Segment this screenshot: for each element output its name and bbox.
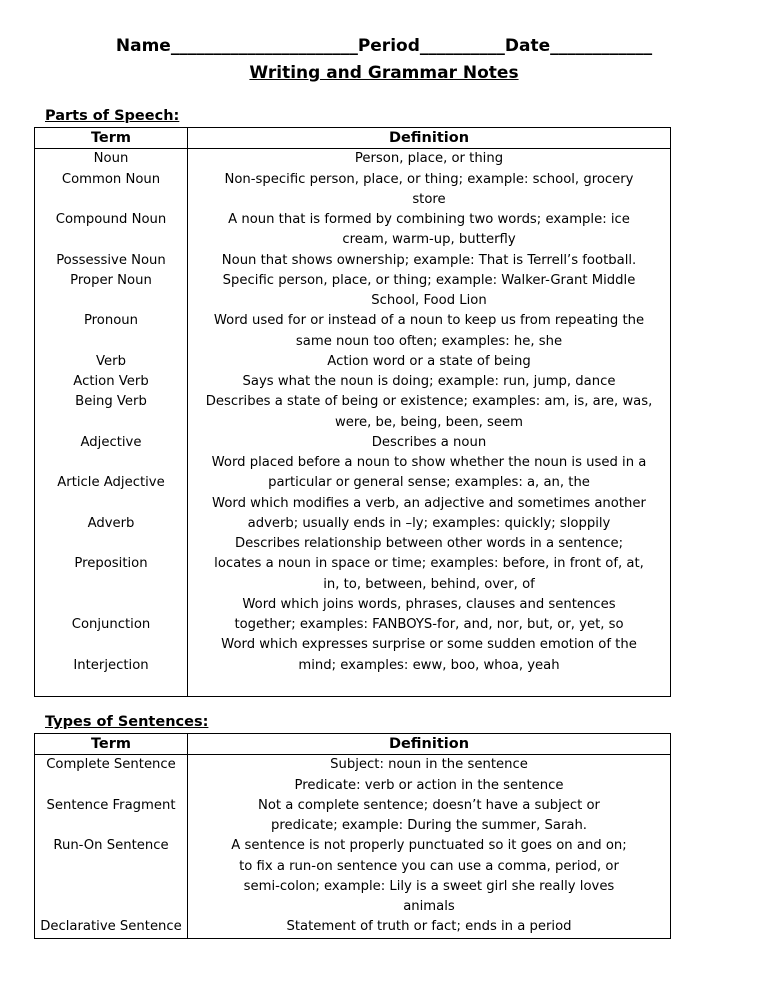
term-header-cell (35, 128, 188, 149)
term-cell: Noun (93, 151, 129, 167)
term-header-cell (35, 734, 188, 755)
definition-column (188, 149, 671, 697)
term-cell (35, 453, 187, 473)
term-header: Term (90, 736, 132, 752)
definition-line: Noun that shows ownership; example: That is Terrell’s football. (221, 252, 637, 268)
term-cell: Proper Noun (70, 272, 152, 288)
term-cell: Conjunction (71, 617, 151, 632)
page-title: Writing and Grammar Notes (249, 63, 519, 83)
definition-line: locates a noun in space or time; examples: before, in front of, at, (214, 556, 644, 572)
definition-line: Person, place, or thing (354, 151, 504, 167)
definition-header-cell (188, 128, 671, 149)
definition-line: store (412, 191, 446, 207)
term-cell: Complete Sentence (46, 757, 176, 773)
term-cell: Interjection (73, 657, 149, 673)
definition-line: mind; examples: eww, boo, whoa, yeah (298, 657, 560, 673)
table-row (35, 755, 671, 938)
term-cell: Action Verb (73, 374, 149, 389)
definition-line: Says what the noun is doing; example: run, jump, dance (242, 374, 616, 389)
term-cell (35, 575, 187, 595)
definition-line: Subject: noun in the sentence (330, 757, 528, 773)
header-name-period-date: Name______________________Period__________Date____________ (115, 36, 653, 56)
term-column (35, 149, 188, 697)
definition-line: A sentence is not properly punctuated so it goes on and on; (231, 838, 627, 854)
types-of-sentences-title: Types of Sentences: (45, 714, 209, 730)
term-cell (35, 534, 187, 554)
table-header-row (35, 734, 671, 755)
term-cell: Run-On Sentence (53, 838, 169, 854)
definition-line: Action word or a state of being (327, 353, 531, 369)
types-of-sentences-table (34, 733, 671, 939)
definition-header: Definition (388, 736, 470, 752)
definition-line: Not a complete sentence; doesn’t have a subject or (258, 797, 600, 813)
parts-of-speech-title: Parts of Speech: (45, 108, 180, 124)
definition-line: School, Food Lion (371, 293, 487, 308)
definition-line: particular or general sense; examples: a, an, the (268, 475, 590, 491)
definition-line: to fix a run-on sentence you can use a comma, period, or (239, 858, 619, 874)
definition-line: Describes a state of being or existence; examples: am, is, are, was, (205, 394, 653, 410)
term-cell: Adjective (80, 434, 142, 450)
term-cell (35, 190, 187, 210)
definition-header: Definition (388, 130, 470, 146)
term-cell: Declarative Sentence (40, 919, 182, 935)
definition-line: animals (403, 899, 455, 914)
term-cell: Being Verb (75, 394, 147, 410)
parts-of-speech-table (34, 127, 671, 697)
definition-line: semi-colon; example: Lily is a sweet girl she really loves (243, 878, 615, 894)
term-cell (35, 595, 187, 615)
term-cell: Adverb (87, 515, 135, 531)
definition-line: in, to, between, behind, over, of (323, 576, 535, 592)
definition-line: Predicate: verb or action in the sentence (294, 777, 564, 793)
definition-line: were, be, being, been, seem (335, 414, 523, 430)
definition-line: adverb; usually ends in –ly; examples: quickly; sloppily (247, 515, 611, 531)
definition-line: Word which modifies a verb, an adjective and sometimes another (212, 495, 646, 511)
term-cell (35, 291, 187, 311)
term-cell (35, 413, 187, 433)
definition-line: Word used for or instead of a noun to keep us from repeating the (213, 313, 645, 329)
term-cell (35, 877, 187, 897)
definition-line: Word which joins words, phrases, clauses and sentences (242, 596, 616, 612)
term-cell: Verb (96, 353, 126, 369)
definition-line: Statement of truth or fact; ends in a period (286, 919, 572, 935)
definition-line: Describes a noun (371, 434, 487, 450)
definition-line: cream, warm-up, butterfly (342, 232, 516, 248)
term-cell (35, 897, 187, 917)
definition-line: predicate; example: During the summer, Sarah. (271, 818, 587, 833)
definition-line: Word placed before a noun to show whether the noun is used in a (211, 455, 647, 470)
definition-line: A noun that is formed by combining two words; example: ice (228, 212, 630, 227)
term-cell (35, 494, 187, 514)
term-cell (35, 857, 187, 877)
term-cell: Possessive Noun (56, 252, 166, 268)
definition-line: Describes relationship between other words in a sentence; (234, 536, 624, 551)
term-cell (35, 230, 187, 250)
term-cell (35, 635, 187, 655)
term-cell: Pronoun (83, 313, 139, 329)
term-column (35, 755, 188, 938)
term-cell (35, 816, 187, 836)
term-header: Term (90, 130, 132, 146)
definition-line: Non-specific person, place, or thing; example: school, grocery (224, 171, 634, 187)
definition-column (188, 755, 671, 938)
term-cell: Article Adjective (57, 475, 165, 491)
term-cell: Common Noun (61, 171, 161, 187)
definition-header-cell (188, 734, 671, 755)
definition-line: Word which expresses surprise or some sudden emotion of the (221, 637, 637, 653)
definition-line: together; examples: FANBOYS-for, and, nor, but, or, yet, so (234, 617, 624, 632)
table-header-row (35, 128, 671, 149)
term-cell (35, 332, 187, 352)
table-row (35, 149, 671, 697)
term-cell (35, 776, 187, 796)
term-cell: Sentence Fragment (46, 797, 176, 813)
term-cell: Preposition (74, 556, 148, 572)
definition-line: same noun too often; examples: he, she (295, 333, 563, 349)
term-cell: Compound Noun (55, 212, 167, 227)
term-cell (35, 676, 187, 696)
definition-line: Specific person, place, or thing; example: Walker-Grant Middle (222, 272, 636, 288)
